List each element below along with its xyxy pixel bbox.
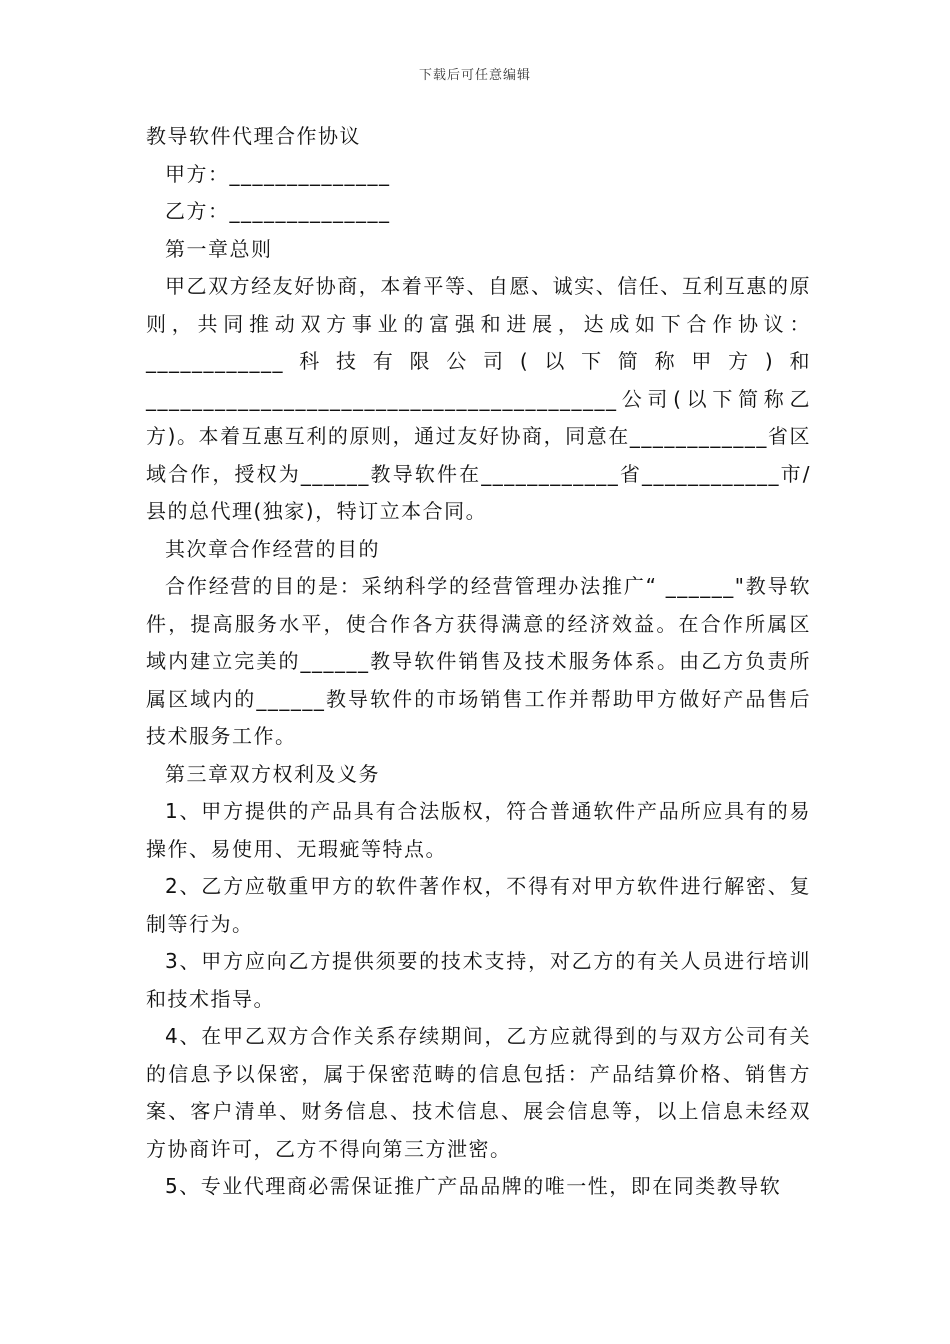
chapter-2-heading: 其次章合作经营的目的 (165, 536, 380, 561)
party-b-line: 乙方：______________ (165, 199, 391, 223)
document-body (146, 118, 811, 1206)
chapter-1-paragraph: 甲乙双方经友好协商，本着平等、自愿、诚实、信任、互利互惠的原则，共同推动双方事业的富强和进展，达成如下合作协议：____________科技有限公司(以下简称甲方)和_________________________________________公司(以下简称乙方)。本着互惠互利的原则，通过友好协商，同意在____________省区域合作，授权为______教导软件在____________省____________市/县的总代理(独家)，特订立本合同。 (146, 274, 811, 523)
chapter-3-item-1: 1、甲方提供的产品具有合法版权，符合普通软件产品所应具有的易操作、易使用、无瑕疵等特点。 (146, 799, 811, 861)
chapter-3-item-2: 2、乙方应敬重甲方的软件著作权，不得有对甲方软件进行解密、复制等行为。 (146, 874, 811, 936)
party-a-line: 甲方：______________ (165, 161, 391, 186)
chapter-3-item-3: 3、甲方应向乙方提供须要的技术支持，对乙方的有关人员进行培训和技术指导。 (146, 949, 811, 1011)
document-title: 教导软件代理合作协议 (146, 124, 361, 148)
chapter-2-paragraph: 合作经营的目的是：采纳科学的经营管理办法推广“ ______"教导软件，提高服务水平，使合作各方获得满意的经济效益。在合作所属区域内建立完美的______教导软件销售及技术服务体系。由乙方负责所属区域内的______教导软件的市场销售工作并帮助甲方做好产品售后技术服务工作。 (146, 574, 811, 748)
page-header-note: 下载后可任意编辑 (418, 68, 531, 83)
chapter-1-heading: 第一章总则 (165, 236, 273, 261)
chapter-3-item-4: 4、在甲乙双方合作关系存续期间，乙方应就得到的与双方公司有关的信息予以保密，属于保密范畴的信息包括：产品结算价格、销售方案、客户清单、财务信息、技术信息、展会信息等，以上信息未经双方协商许可，乙方不得向第三方泄密。 (146, 1024, 811, 1161)
chapter-3-item-5: 5、专业代理商必需保证推广产品品牌的唯一性，即在同类教导软 (165, 1174, 782, 1198)
chapter-3-heading: 第三章双方权利及义务 (165, 761, 380, 786)
